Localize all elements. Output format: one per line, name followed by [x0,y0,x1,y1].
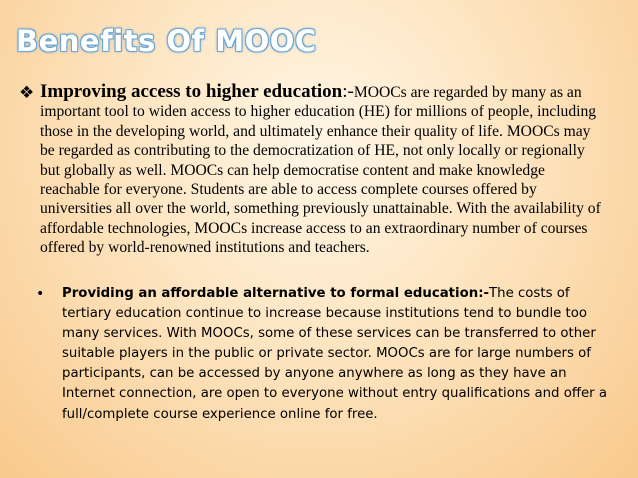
round-bullet-icon: • [36,286,45,302]
bullet-access-higher-education [19,81,606,258]
slide-title: Benefits Of MOOC [16,24,317,58]
bullet1-heading: Improving access to higher education [40,81,343,102]
bullet1-body: MOOCs are regarded by many as an important tool to widen access to higher education (HE) for millions of people, including those in the developing world, and ultimately enhance their quality of life. MOOCs may be regarded as contributing to the democratization of HE, not only locally or regionally but globally as well. MOOCs can help democratise content and make knowledge reachable for everyone. Students are able to access complete courses offered by universities all over the world, something previously unattainable. With the availability of affordable technologies, MOOCs increase access to an extraordinary number of courses offered by world-renowned institutions and teachers. [40,84,601,257]
bullet-affordable-alternative [36,284,610,425]
bullet2-body: The costs of tertiary education continue to increase because institutions tend to bundle too many services. With MOOCs, some of these services can be transferred to other suitable players in the public or private sector. MOOCs are for large numbers of participants, can be accessed by anyone anywhere as long as they have an Internet connection, are open to everyone without entry qualifications and offer a full/complete course experience online for free. [62,286,608,422]
bullet1-separator: :- [342,81,354,102]
bullet2-heading: Providing an affordable alternative to formal education:- [62,286,490,301]
diamond-bullet-icon: ❖ [19,83,35,103]
